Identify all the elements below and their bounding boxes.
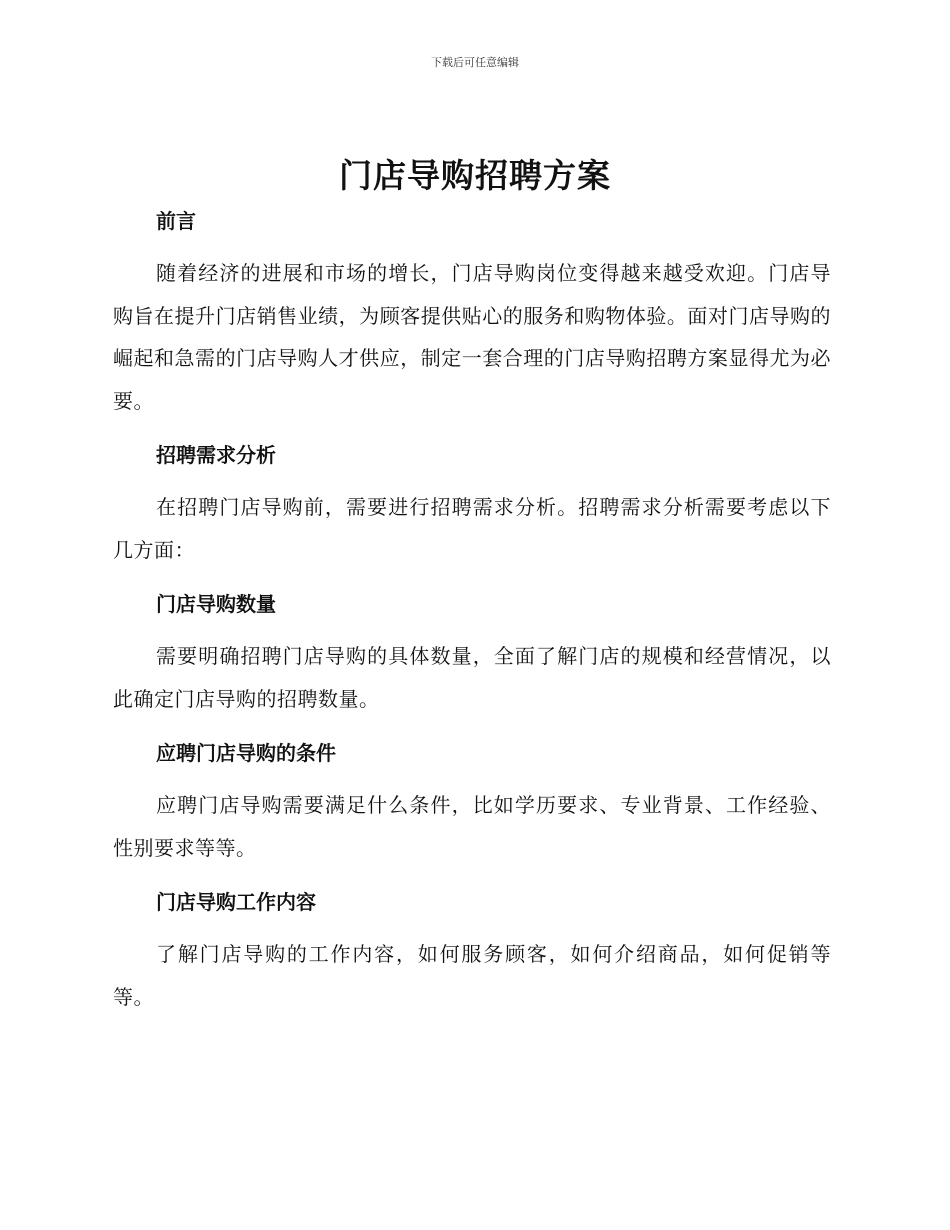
section-preface <box>113 200 831 422</box>
section-heading: 前言 <box>156 209 196 233</box>
section-paragraph: 随着经济的进展和市场的增长，门店导购岗位变得越来越受欢迎。门店导购旨在提升门店销售业绩，为顾客提供贴心的服务和购物体验。面对门店导购的崛起和急需的门店导购人才供应，制定一套合理的门店导购招聘方案显得尤为必要。 <box>113 261 831 413</box>
section-guide-count <box>113 583 831 720</box>
section-requirements <box>113 732 831 869</box>
section-heading: 门店导购数量 <box>156 592 276 616</box>
document-body <box>113 200 831 1018</box>
section-paragraph: 了解门店导购的工作内容，如何服务顾客，如何介绍商品，如何促销等等。 <box>113 942 831 1009</box>
header-note: 下载后可任意编辑 <box>431 56 519 69</box>
section-demand-analysis <box>113 434 831 571</box>
section-heading: 门店导购工作内容 <box>156 890 316 914</box>
document-title: 门店导购招聘方案 <box>339 156 611 195</box>
section-paragraph: 应聘门店导购需要满足什么条件，比如学历要求、专业背景、工作经验、性别要求等等。 <box>113 793 831 860</box>
section-paragraph: 在招聘门店导购前，需要进行招聘需求分析。招聘需求分析需要考虑以下几方面： <box>113 495 831 562</box>
section-heading: 招聘需求分析 <box>156 443 276 467</box>
section-heading: 应聘门店导购的条件 <box>156 741 336 765</box>
section-work-content <box>113 881 831 1018</box>
section-paragraph: 需要明确招聘门店导购的具体数量，全面了解门店的规模和经营情况，以此确定门店导购的招聘数量。 <box>113 644 831 711</box>
